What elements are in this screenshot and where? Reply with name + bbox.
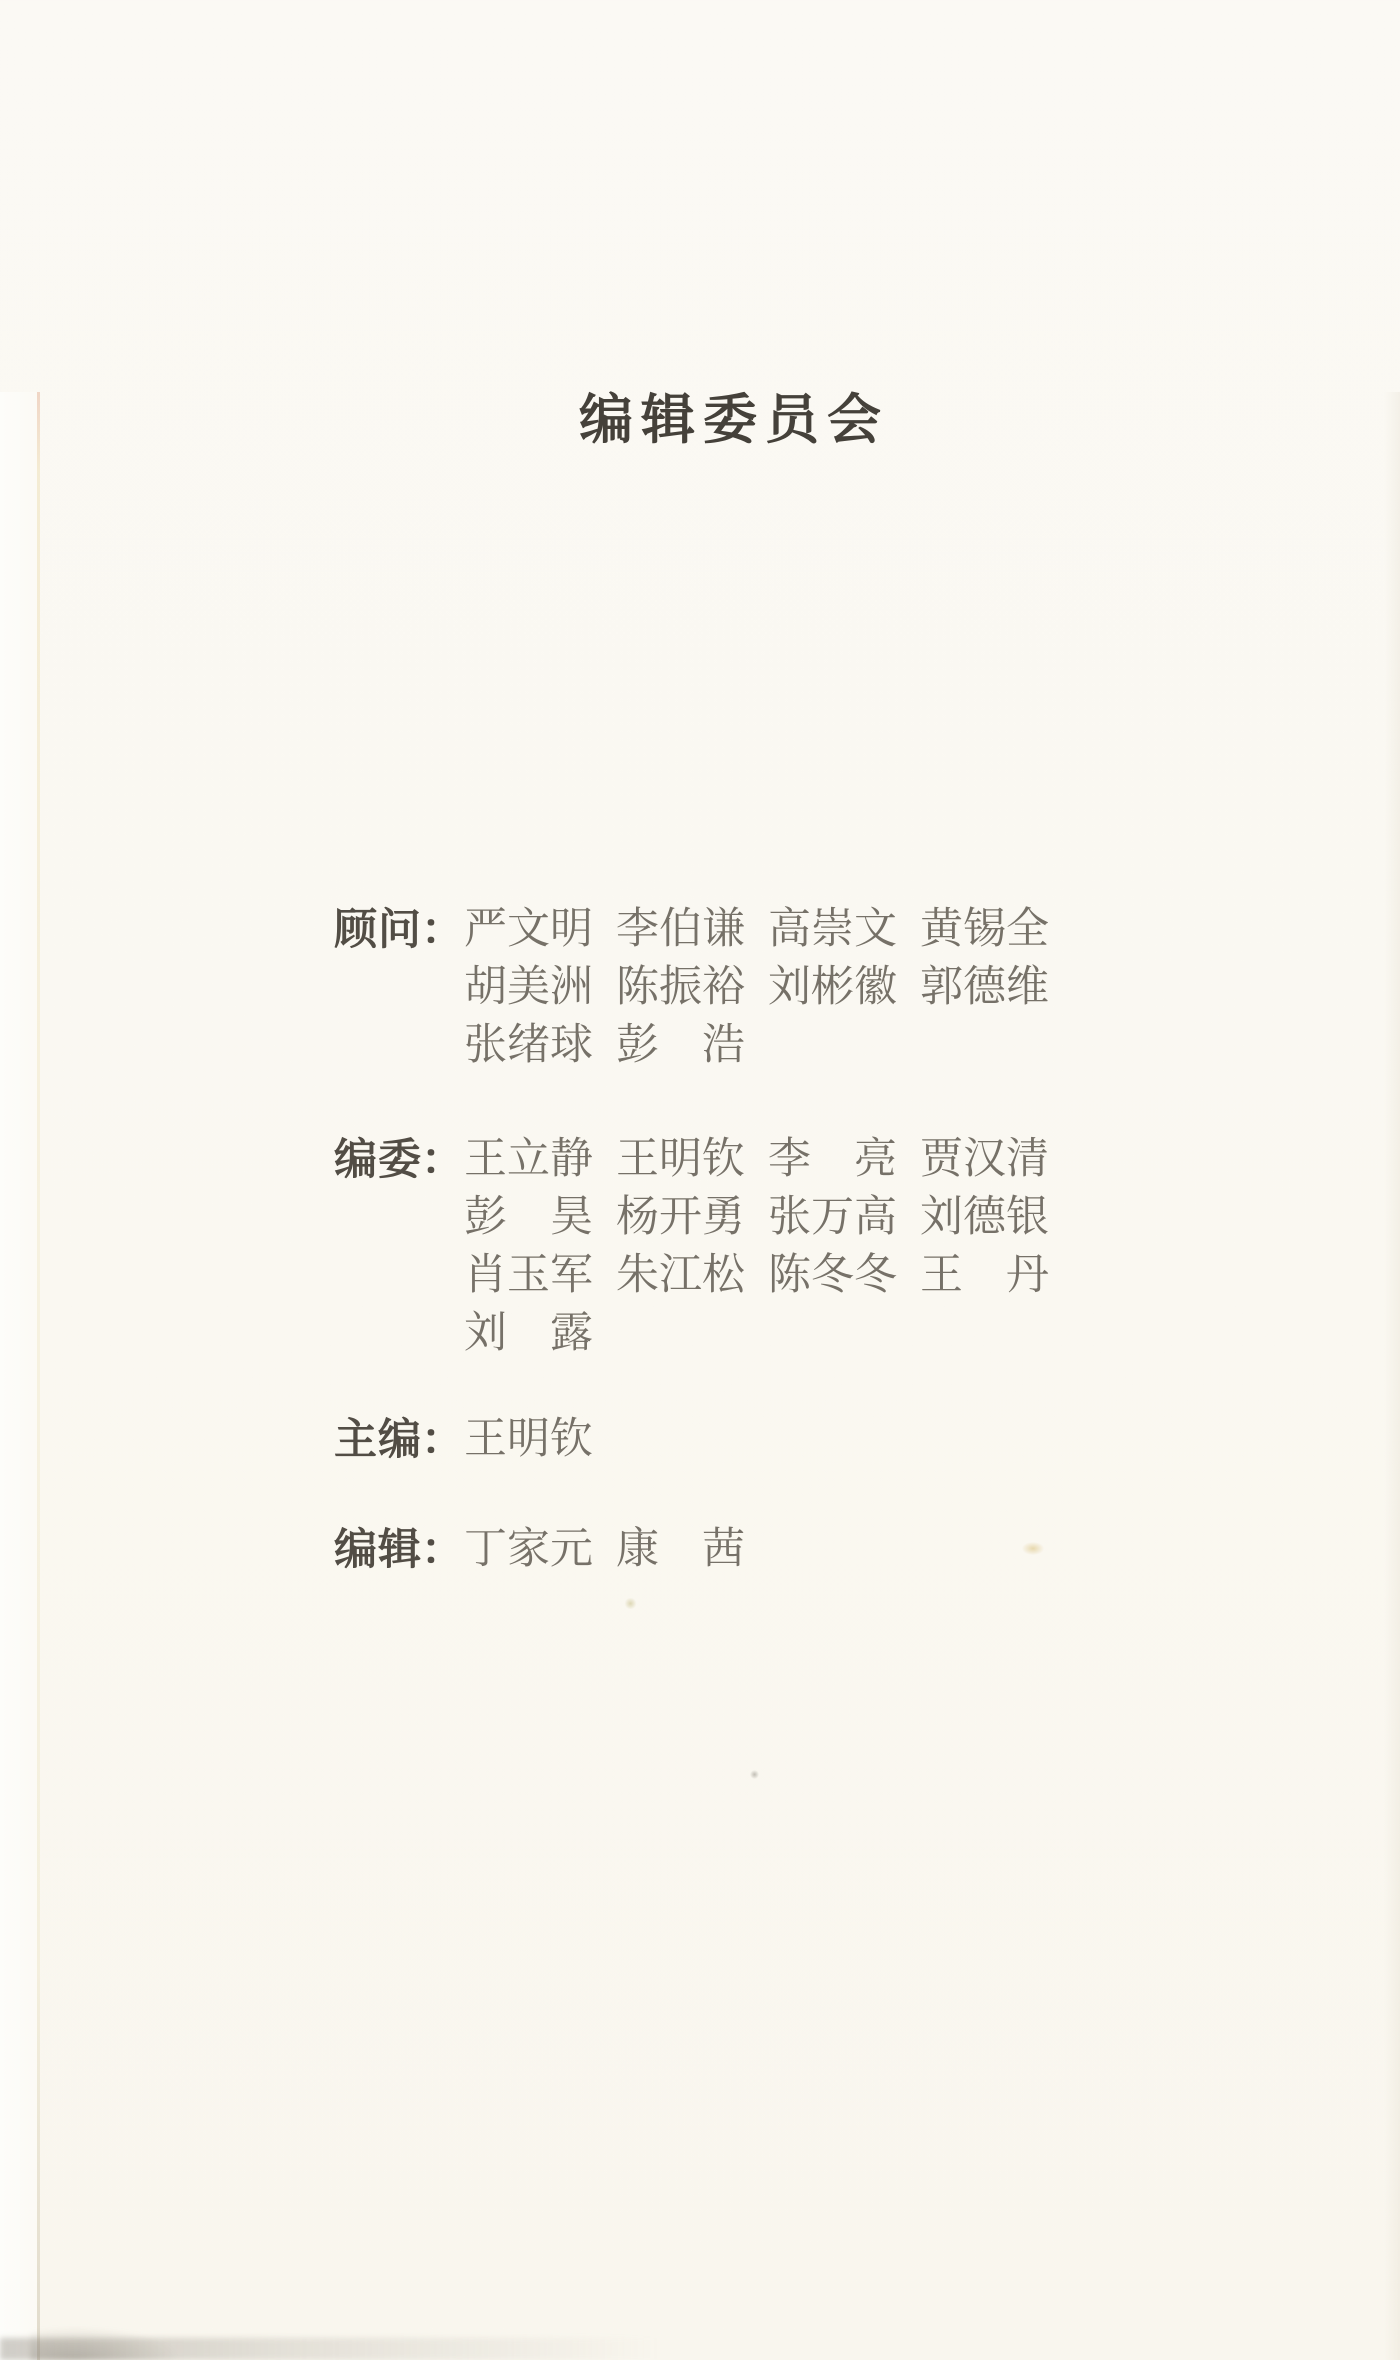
label-colon: ： (421, 906, 464, 954)
person-name: 王明钦 (464, 1416, 593, 1463)
committee-listing (334, 901, 1072, 1579)
person-name: 王明钦 (616, 1136, 745, 1183)
person-name: 李伯谦 (616, 906, 745, 953)
person-name: 张万高 (768, 1194, 897, 1241)
paper-dot (750, 1770, 759, 1779)
person-name: 王 丹 (920, 1252, 1049, 1299)
person-name: 肖玉军 (464, 1252, 593, 1299)
person-name: 张绪球 (464, 1022, 593, 1069)
paper-speck (624, 1598, 637, 1609)
scan-right-edge-shade (1384, 392, 1400, 2360)
section-advisors (334, 901, 1072, 1075)
person-name: 刘 露 (464, 1310, 593, 1357)
section-chief-editor (334, 1411, 1072, 1469)
person-name: 陈振裕 (616, 964, 745, 1011)
person-name: 高崇文 (768, 906, 897, 953)
chief-editor-label (334, 1411, 464, 1469)
editors-names (464, 1521, 1072, 1579)
editors-label (334, 1521, 464, 1579)
scan-gutter-line (37, 392, 40, 2360)
person-name: 李 亮 (768, 1136, 897, 1183)
label-colon: ： (421, 1416, 464, 1464)
person-name: 贾汉清 (920, 1136, 1049, 1183)
person-name: 陈冬冬 (768, 1252, 897, 1299)
advisors-label-text: 顾问 (334, 906, 421, 954)
label-colon: ： (421, 1136, 464, 1184)
scan-bottom-corner-shadow (30, 2326, 180, 2360)
person-name: 黄锡全 (920, 906, 1049, 953)
editors-label-text: 编辑 (334, 1526, 421, 1574)
person-name: 刘德银 (920, 1194, 1049, 1241)
editorial-board-label-text: 编委 (334, 1136, 421, 1184)
person-name: 彭 昊 (464, 1194, 593, 1241)
chief-editor-names (464, 1411, 1072, 1469)
label-colon: ： (421, 1526, 464, 1574)
person-name: 郭德维 (920, 964, 1049, 1011)
person-name: 康 茜 (616, 1526, 745, 1573)
person-name: 杨开勇 (616, 1194, 745, 1241)
person-name: 刘彬徽 (768, 964, 897, 1011)
person-name: 王立静 (464, 1136, 593, 1183)
person-name: 丁家元 (464, 1526, 593, 1573)
editorial-board-names (464, 1131, 1072, 1363)
section-editors (334, 1521, 1072, 1579)
person-name: 朱江松 (616, 1252, 745, 1299)
advisors-names (464, 901, 1072, 1075)
advisors-label (334, 901, 464, 959)
person-name: 彭 浩 (616, 1022, 745, 1069)
scanned-book-page (0, 392, 1400, 2360)
person-name: 严文明 (464, 906, 593, 953)
editorial-board-label (334, 1131, 464, 1189)
scan-left-margin (0, 392, 37, 2360)
chief-editor-label-text: 主编 (334, 1416, 421, 1464)
page-title: 编辑委员会 (579, 390, 889, 450)
person-name: 胡美洲 (464, 964, 593, 1011)
section-editorial-board (334, 1131, 1072, 1363)
